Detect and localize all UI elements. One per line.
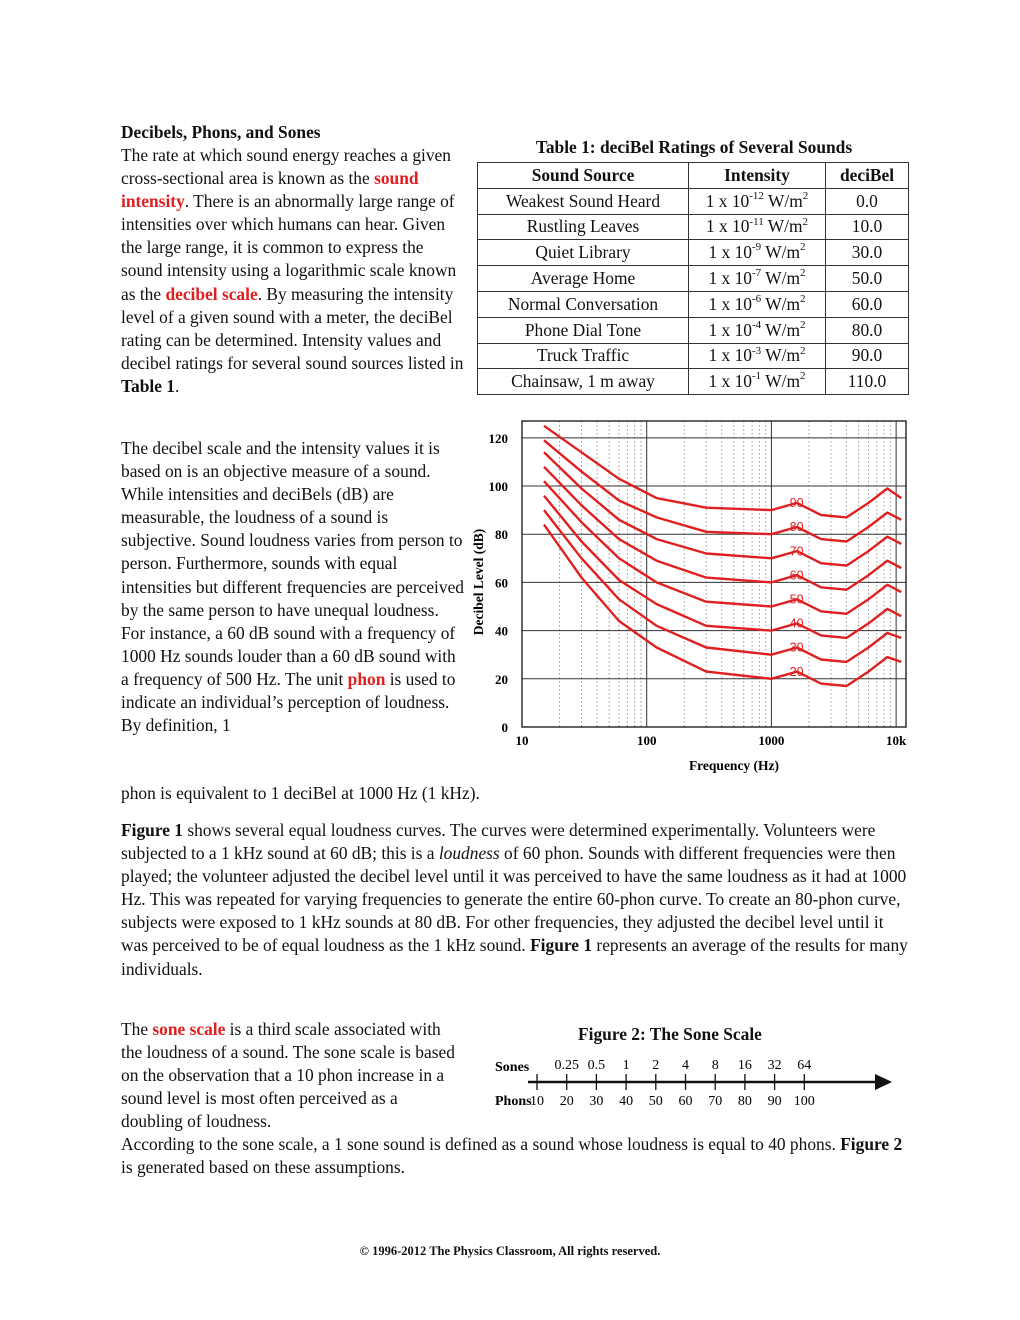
text: shows several equal loudness curves. The curves were determined experimentally. Volunteers were subjected to a 1 kHz sound at 60 dB; this is a <box>121 820 876 864</box>
cell-intensity <box>689 266 826 292</box>
text: The decibel scale and the intensity values it is based on is an objective measure of a sound. While intensities and deciBels (dB) are measurable, the loudness of a sound is subjective. Sound loudness varies from person to person. Furthermore, sounds with equal intensities but different frequencies are perceived by the same person to have unequal loudness. For instance, a 60 dB sound with a frequency of 1000 Hz sounds louder than a 60 dB sound with a frequency of 500 Hz. The unit <box>121 438 464 689</box>
y-tick-label: 100 <box>488 479 508 495</box>
loudness-curve-80 <box>544 440 901 541</box>
intensity-exponent: -11 <box>749 215 764 228</box>
unit-exponent: 2 <box>802 189 809 202</box>
unit-exponent: 2 <box>799 370 806 383</box>
intensity-base: 1 x 10 <box>708 371 752 392</box>
intensity-unit: W/m <box>761 371 800 392</box>
figure2-caption: Figure 2: The Sone Scale <box>578 1024 762 1044</box>
figure-reference: Figure 1 <box>121 820 183 840</box>
intensity-unit: W/m <box>761 345 800 366</box>
table-row <box>478 214 909 240</box>
intensity-exponent: -12 <box>749 189 764 202</box>
intensity-exponent: -4 <box>752 318 762 331</box>
x-tick-label: 10 <box>515 733 529 748</box>
curve-label: 80 <box>789 520 804 535</box>
unit-exponent: 2 <box>802 215 809 228</box>
header-decibel: deciBel <box>826 163 909 189</box>
curve-label: 20 <box>789 664 804 679</box>
intensity-unit: W/m <box>761 268 800 289</box>
header-sound-source: Sound Source <box>478 163 689 189</box>
paragraph-figure1 <box>121 819 911 981</box>
unit-exponent: 2 <box>799 267 806 280</box>
intensity-unit: W/m <box>763 216 803 237</box>
text: The <box>121 1019 153 1039</box>
phon-value: 50 <box>648 1094 663 1109</box>
intensity-exponent: -1 <box>752 370 762 383</box>
text: is a third scale associated with the loudness of a sound. The sone scale is based on the observation that a 10 phon increase in a sound level is most often perceived as a doubling of loudness. <box>121 1019 455 1132</box>
section-heading: Decibels, Phons, and Sones <box>121 122 321 142</box>
intensity-base: 1 x 10 <box>708 293 752 314</box>
text: . By measuring the intensity level of a given sound with a meter, the deciBel rating can be determined. Intensity values and decibel ratings for several sound sources listed in <box>121 283 464 373</box>
loudness-curve-90 <box>544 426 901 518</box>
sone-value: 0.5 <box>587 1058 606 1073</box>
intensity-base: 1 x 10 <box>708 345 752 366</box>
sones-label: Sones <box>495 1060 530 1075</box>
table-row <box>478 240 909 266</box>
intensity-exponent: -6 <box>752 293 762 306</box>
y-axis-label: Decibel Level (dB) <box>471 528 486 636</box>
text: . <box>174 375 180 396</box>
table-row <box>478 188 909 214</box>
term-sound-intensity: sound intensity <box>121 168 419 212</box>
intensity-unit: W/m <box>763 190 803 211</box>
term-sone-scale: sone scale <box>152 1019 226 1039</box>
unit-exponent: 2 <box>799 344 806 357</box>
phon-value: 100 <box>793 1094 815 1109</box>
text: is generated based on these assumptions. <box>121 1157 405 1178</box>
cell-sound-source: Chainsaw, 1 m away <box>478 369 689 395</box>
paragraph-sone-scale <box>121 1018 461 1133</box>
cell-intensity <box>689 343 826 369</box>
sone-value: 16 <box>737 1058 752 1073</box>
term-phon: phon <box>347 668 386 689</box>
text: of 60 phon. Sounds with different frequencies were then played; the volunteer adjusted the decibel level until it was perceived to have the same loudness as it had at 1000 Hz. This was repeated for varying frequencies to generate the entire 60-phon curve. To create an 80-phon curve, subjects were exposed to 1 kHz sounds at 80 dB. For other frequencies, they adjusted the decibel level until it was perceived to be of equal loudness as the 1 kHz sound. <box>121 843 907 956</box>
phon-value: 20 <box>559 1094 574 1109</box>
phon-value: 30 <box>589 1094 604 1109</box>
term-decibel-scale: decibel scale <box>165 283 258 304</box>
unit-exponent: 2 <box>799 318 806 331</box>
copyright-footer: © 1996-2012 The Physics Classroom, All rights reserved. <box>359 1244 661 1258</box>
phon-value: 70 <box>708 1094 723 1109</box>
intensity-exponent: -9 <box>752 241 762 254</box>
intensity-unit: W/m <box>761 319 800 340</box>
phons-label: Phons <box>495 1094 532 1109</box>
cell-intensity <box>689 188 826 214</box>
table-row <box>478 266 909 292</box>
unit-exponent: 2 <box>799 241 806 254</box>
intensity-exponent: -7 <box>752 267 762 280</box>
phon-value: 40 <box>619 1094 634 1109</box>
phon-value: 60 <box>678 1094 693 1109</box>
paragraph-loudness <box>121 437 466 737</box>
cell-decibel: 60.0 <box>826 291 909 317</box>
paragraph-sone-scale-tail <box>121 1133 911 1179</box>
cell-sound-source: Truck Traffic <box>478 343 689 369</box>
cell-decibel: 50.0 <box>826 266 909 292</box>
cell-sound-source: Average Home <box>478 266 689 292</box>
x-tick-label: 100 <box>636 733 657 748</box>
y-tick-label: 80 <box>495 527 508 543</box>
curve-label: 30 <box>789 640 804 655</box>
sone-value: 0.25 <box>554 1058 579 1073</box>
cell-intensity <box>689 369 826 395</box>
intensity-unit: W/m <box>761 293 800 314</box>
cell-decibel: 10.0 <box>826 214 909 240</box>
cell-intensity <box>689 240 826 266</box>
table-row <box>478 317 909 343</box>
cell-intensity <box>689 317 826 343</box>
sone-value: 4 <box>682 1058 689 1073</box>
text: . There is an abnormally large range of intensities over which humans can hear. Given the large range, it is common to express the sound intensity using a logarithmic scale known as the <box>121 191 457 304</box>
paragraph-intensity <box>121 144 466 398</box>
cell-decibel: 0.0 <box>826 188 909 214</box>
y-tick-label: 60 <box>495 575 508 591</box>
curve-label: 90 <box>789 496 804 511</box>
intensity-unit: W/m <box>761 242 800 263</box>
sone-value: 1 <box>622 1058 630 1073</box>
cell-intensity <box>689 291 826 317</box>
text: represents an average of the results for many individuals. <box>121 935 908 979</box>
phon-value: 10 <box>530 1094 544 1109</box>
phon-value: 90 <box>767 1094 782 1109</box>
x-tick-label: 1000 <box>758 733 785 748</box>
x-tick-label: 10k <box>886 733 907 748</box>
table-reference: Table 1 <box>121 375 175 396</box>
cell-decibel: 90.0 <box>826 343 909 369</box>
table-row <box>478 291 909 317</box>
intensity-base: 1 x 10 <box>705 216 750 237</box>
cell-sound-source: Quiet Library <box>478 240 689 266</box>
emphasis-loudness: loudness <box>438 843 500 864</box>
sone-scale-diagram <box>490 1048 900 1114</box>
phon-value: 80 <box>737 1094 752 1109</box>
curve-label: 60 <box>789 568 804 583</box>
cell-sound-source: Phone Dial Tone <box>478 317 689 343</box>
intensity-base: 1 x 10 <box>708 268 752 289</box>
text: The rate at which sound energy reaches a given cross-sectional area is known as the <box>121 145 451 189</box>
sone-value: 8 <box>711 1058 719 1073</box>
cell-decibel: 110.0 <box>826 369 909 395</box>
cell-sound-source: Weakest Sound Heard <box>478 188 689 214</box>
unit-exponent: 2 <box>799 293 806 306</box>
text: According to the sone scale, a 1 sone sound is defined as a sound whose loudness is equal to 40 phons. <box>121 1134 841 1154</box>
sone-value: 2 <box>652 1058 660 1073</box>
intensity-base: 1 x 10 <box>705 190 750 211</box>
intensity-exponent: -3 <box>752 344 762 357</box>
y-tick-label: 120 <box>488 430 508 446</box>
sone-value: 64 <box>797 1058 812 1073</box>
equal-loudness-chart <box>467 415 912 777</box>
cell-sound-source: Normal Conversation <box>478 291 689 317</box>
cell-intensity <box>689 214 826 240</box>
cell-decibel: 30.0 <box>826 240 909 266</box>
cell-sound-source: Rustling Leaves <box>478 214 689 240</box>
scale-arrowhead <box>875 1074 892 1090</box>
cell-decibel: 80.0 <box>826 317 909 343</box>
table-header-row <box>478 163 909 189</box>
paragraph-loudness-tail: phon is equivalent to 1 deciBel at 1000 Hz (1 kHz). <box>121 783 480 803</box>
intensity-base: 1 x 10 <box>708 319 752 340</box>
curve-label: 70 <box>789 544 804 559</box>
table-row <box>478 343 909 369</box>
text: is used to indicate an individual’s perception of loudness. By definition, 1 <box>121 668 456 736</box>
table-caption: Table 1: deciBel Ratings of Several Sounds <box>535 137 853 157</box>
header-intensity: Intensity <box>689 163 826 189</box>
figure-reference: Figure 1 <box>530 935 593 956</box>
table-row <box>478 369 909 395</box>
y-tick-label: 40 <box>495 623 508 639</box>
sone-value: 32 <box>767 1058 782 1073</box>
curve-label: 40 <box>789 616 804 631</box>
x-axis-label: Frequency (Hz) <box>688 758 780 773</box>
y-tick-label: 20 <box>495 671 508 687</box>
curve-label: 50 <box>789 592 804 607</box>
decibel-table <box>477 162 909 395</box>
intensity-base: 1 x 10 <box>708 242 752 263</box>
figure-reference: Figure 2 <box>840 1134 903 1154</box>
y-tick-label: 0 <box>501 720 508 735</box>
